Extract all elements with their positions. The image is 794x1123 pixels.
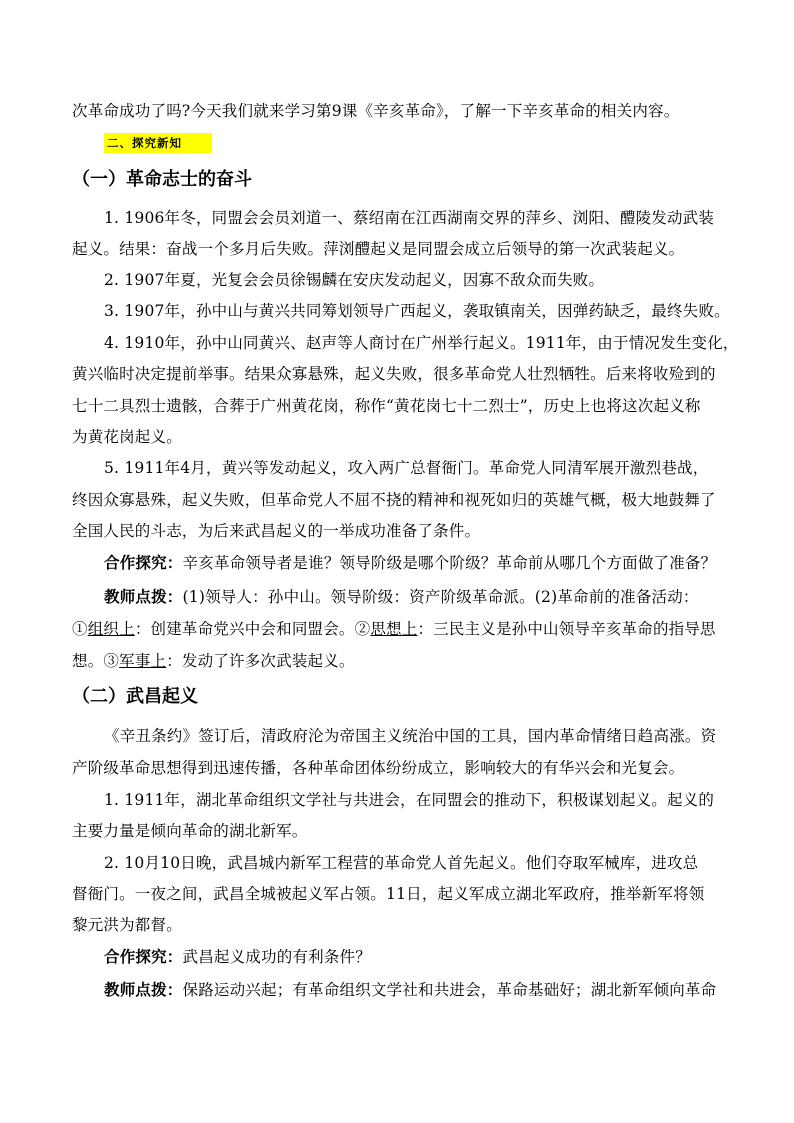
cooperative-inquiry-label: 合作探究： (104, 554, 183, 572)
underlined-term: 军事上 (119, 652, 167, 670)
section-heading-1: （一）革命志士的奋斗 (72, 169, 252, 190)
teacher-guidance-label: 教师点拨： (104, 981, 183, 999)
paragraph-line: 产阶级革命思想得到迅速传播，各种革命团体纷纷成立，影响较大的有华兴会和光复会。 (72, 759, 685, 777)
paragraph-line: 3. 1907年，孙中山与黄兴共同筹划领导广西起义，袭取镇南关，因弹药缺乏，最终失败。 (104, 302, 730, 320)
paragraph-line: 起义。结果：奋战一个多月后失败。萍浏醴起义是同盟会成立后领导的第一次武装起义。 (72, 240, 685, 258)
underlined-term: 组织上 (87, 620, 135, 638)
paragraph-line: 为黄花岗起义。 (72, 428, 182, 446)
paragraph-line: 4. 1910年，孙中山同黄兴、赵声等人商讨在广州举行起义。1911年，由于情况发生变化， (104, 334, 739, 352)
paragraph-line: 2. 10月10日晚，武昌城内新军工程营的革命党人首先起义。他们夺取军械库，进攻总 (104, 854, 699, 872)
paragraph-line: 《辛丑条约》签订后，清政府沦为帝国主义统治中国的工具，国内革命情绪日趋高涨。资 (104, 727, 717, 745)
cooperative-inquiry-text: 武昌起义成功的有利条件？ (182, 948, 371, 966)
section-heading-2: （二）武昌起义 (72, 686, 198, 707)
paragraph-line: 全国人民的斗志，为后来武昌起义的一举成功准备了条件。 (72, 522, 481, 540)
paragraph-line: 黄兴临时决定提前举事。结果众寡悬殊，起义失败，很多革命党人壮烈牺牲。后来将收殓到的 (72, 365, 716, 383)
cooperative-inquiry-2 (104, 947, 732, 967)
paragraph-line: 督衙门。一夜之间，武昌全城被起义军占领。11日，起义军成立湖北军政府，推举新军将领 (72, 885, 705, 903)
text-span: ① (72, 620, 88, 638)
underlined-term: 思想上 (370, 620, 418, 638)
cooperative-inquiry (104, 553, 732, 573)
teacher-guidance-2 (104, 980, 732, 1000)
text-span: ：发动了许多次武装起义。 (166, 652, 355, 670)
text-span: 想。③ (72, 652, 120, 670)
paragraph-line: 黎元洪为都督。 (72, 916, 182, 934)
teacher-guidance (104, 587, 732, 607)
paragraph-line: 1. 1906年冬，同盟会会员刘道一、蔡绍南在江西湖南交界的萍乡、浏阳、醴陵发动武装 (104, 209, 715, 227)
teacher-guidance-text: (1)领导人：孙中山。领导阶级：资产阶级革命派。(2)革命前的准备活动： (182, 588, 699, 606)
section-tag: 二、探究新知 (104, 133, 212, 153)
cooperative-inquiry-text: 辛亥革命领导者是谁？领导阶级是哪个阶级？革命前从哪几个方面做了准备？ (182, 554, 717, 572)
paragraph-line: 七十二具烈士遗骸，合葬于广州黄花岗，称作“黄花岗七十二烈士”，历史上也将这次起义称 (72, 397, 701, 415)
teacher-guidance-line (72, 619, 732, 639)
intro-line: 次革命成功了吗?今天我们就来学习第9课《辛亥革命》，了解一下辛亥革命的相关内容。 (72, 102, 680, 120)
paragraph-line: 终因众寡悬殊，起义失败，但革命党人不屈不挠的精神和视死如归的英雄气概，极大地鼓舞了 (72, 491, 716, 509)
paragraph-line: 主要力量是倾向革命的湖北新军。 (72, 822, 308, 840)
text-span: ：创建革命党兴中会和同盟会。② (134, 620, 371, 638)
teacher-guidance-line (72, 651, 732, 671)
teacher-guidance-text: 保路运动兴起；有革命组织文学社和共进会，革命基础好；湖北新军倾向革命 (182, 981, 717, 999)
text-span: ：三民主义是孙中山领导辛亥革命的指导思 (417, 620, 716, 638)
paragraph-line: 2. 1907年夏，光复会会员徐锡麟在安庆发动起义，因寡不敌众而失败。 (104, 271, 605, 289)
teacher-guidance-label: 教师点拨： (104, 588, 183, 606)
paragraph-line: 1. 1911年，湖北革命组织文学社与共进会，在同盟会的推动下，积极谋划起义。起义的 (104, 791, 715, 809)
cooperative-inquiry-label: 合作探究： (104, 948, 183, 966)
paragraph-line: 5. 1911年4月，黄兴等发动起义，攻入两广总督衙门。革命党人同清军展开激烈巷战， (104, 459, 709, 477)
